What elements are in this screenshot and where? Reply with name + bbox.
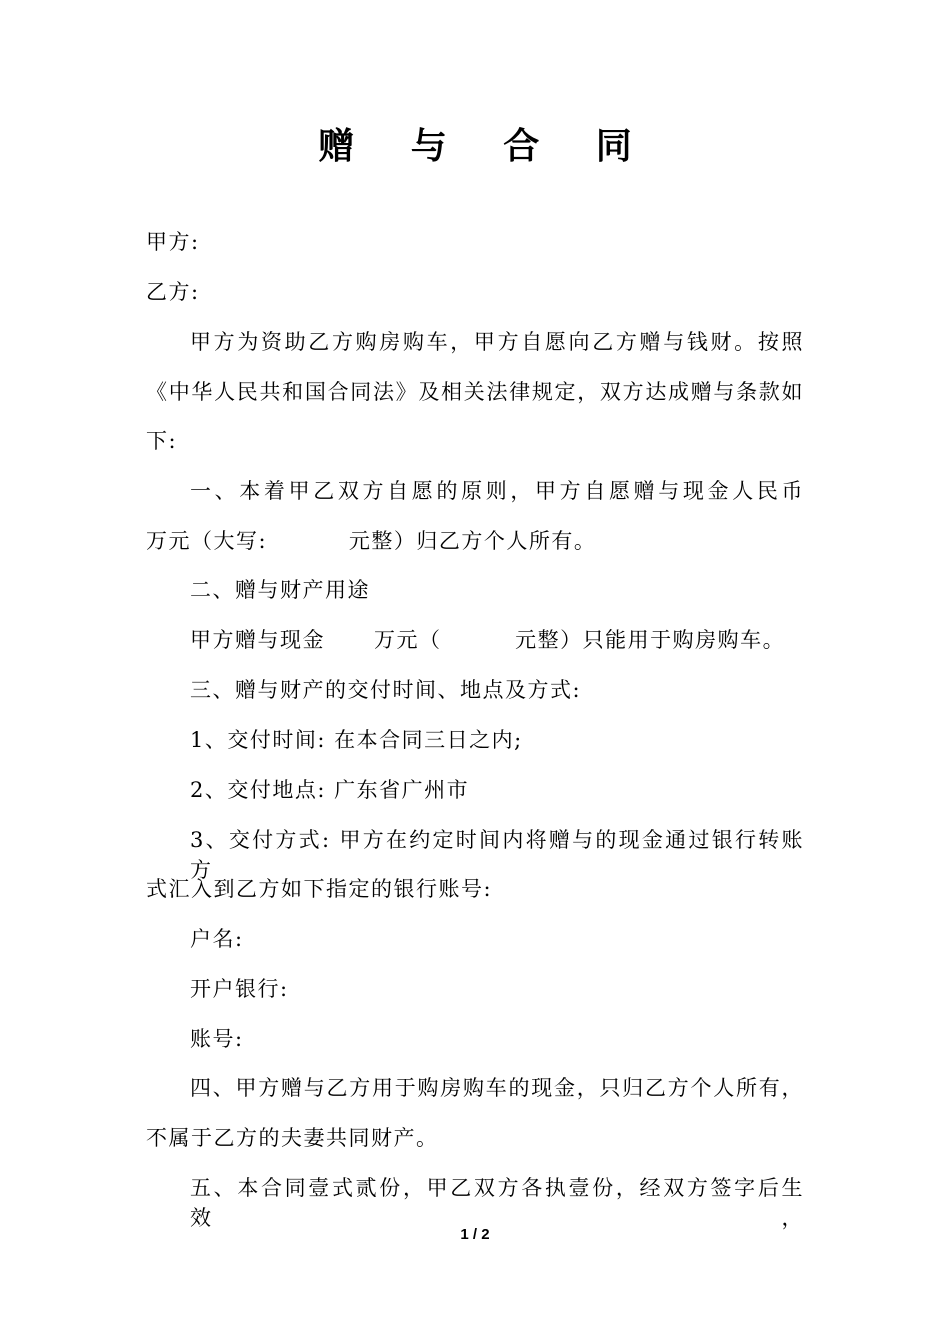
account-name: 户名: — [190, 927, 244, 951]
delivery-time: 1、交付时间: 在本合同三日之内; — [190, 728, 523, 752]
clause-4-line-1: 四、甲方赠与乙方用于购房购车的现金，只归乙方个人所有， — [190, 1076, 804, 1100]
clause-1-line-1: 一、本着甲乙双方自愿的原则，甲方自愿赠与现金人民币 — [190, 479, 804, 503]
page-number: 1 / 2 — [460, 1226, 490, 1243]
party-b-line: 乙方: — [146, 280, 200, 304]
clause-1-line-2: 万元（大写: 元整）归乙方个人所有。 — [146, 529, 597, 553]
preamble-line-2: 《中华人民共和国合同法》及相关法律规定，双方达成赠与条款如 — [146, 380, 804, 404]
document-title: 赠 与 合 同 — [318, 125, 654, 167]
delivery-method-line-1: 3、交付方式: 甲方在约定时间内将赠与的现金通过银行转账方 — [190, 828, 804, 882]
preamble-line-3: 下: — [146, 429, 178, 453]
delivery-method-line-2: 式汇入到乙方如下指定的银行账号: — [146, 877, 493, 901]
party-a-line: 甲方: — [146, 230, 200, 254]
account-bank: 开户银行: — [190, 977, 289, 1001]
account-number: 账号: — [190, 1027, 244, 1051]
delivery-place: 2、交付地点: 广东省广州市 — [190, 778, 470, 802]
clause-2-body: 甲方赠与现金 万元（ 元整）只能用于购房购车。 — [190, 628, 786, 652]
clause-5-line-1: 五、本合同壹式贰份，甲乙双方各执壹份，经双方签字后生效， — [190, 1176, 804, 1230]
clause-4-line-2: 不属于乙方的夫妻共同财产。 — [146, 1126, 439, 1150]
clause-2-heading: 二、赠与财产用途 — [190, 578, 370, 602]
preamble-line-1: 甲方为资助乙方购房购车，甲方自愿向乙方赠与钱财。按照 — [190, 330, 804, 354]
clause-3-heading: 三、赠与财产的交付时间、地点及方式: — [190, 678, 582, 702]
